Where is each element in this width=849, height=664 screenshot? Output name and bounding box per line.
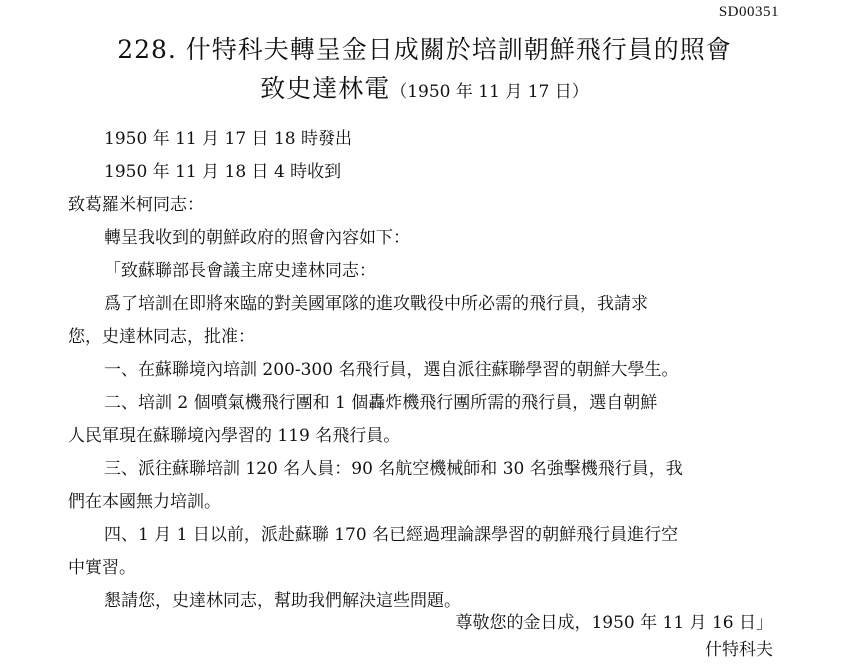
closing-request: 懇請您，史達林同志，幫助我們解決這些問題。 bbox=[104, 591, 461, 611]
item-3-line-1: 三、派往蘇聯培訓 120 名人員：90 名航空機械師和 30 名強擊機飛行員，我 bbox=[104, 459, 683, 479]
quote-opening: 「致蘇聯部長會議主席史達林同志： bbox=[104, 261, 376, 281]
document-subtitle bbox=[0, 69, 849, 105]
paragraph-1-line-1: 爲了培訓在即將來臨的對美國軍隊的進攻戰役中所必需的飛行員，我請求 bbox=[104, 294, 648, 314]
sender-name: 什特科夫 bbox=[705, 640, 773, 660]
item-1: 一、在蘇聯境內培訓 200-300 名飛行員，選自派往蘇聯學習的朝鮮大學生。 bbox=[104, 360, 679, 380]
item-4-line-2: 中實習。 bbox=[68, 558, 136, 578]
document-id: SD00351 bbox=[718, 4, 779, 20]
item-2-line-2: 人民軍現在蘇聯境內學習的 119 名飛行員。 bbox=[68, 426, 401, 446]
subtitle-date: （1950 年 11 月 17 日） bbox=[390, 82, 589, 102]
item-2-line-1: 二、培訓 2 個噴氣機飛行團和 1 個轟炸機飛行團所需的飛行員，選自朝鮮 bbox=[104, 393, 658, 413]
subtitle-main: 致史達林電 bbox=[260, 74, 391, 103]
document-title: 228. 什特科夫轉呈金日成關於培訓朝鮮飛行員的照會 bbox=[117, 35, 732, 64]
received-time: 1950 年 11 月 18 日 4 時收到 bbox=[104, 162, 342, 182]
addressee: 致葛羅米柯同志： bbox=[68, 195, 204, 215]
item-4-line-1: 四、1 月 1 日以前，派赴蘇聯 170 名已經過理論課學習的朝鮮飛行員進行空 bbox=[104, 525, 679, 545]
signoff: 尊敬您的金日成，1950 年 11 月 16 日」 bbox=[455, 613, 773, 633]
sent-time: 1950 年 11 月 17 日 18 時發出 bbox=[104, 129, 352, 149]
item-3-line-2: 們在本國無力培訓。 bbox=[68, 492, 221, 512]
intro-paragraph: 轉呈我收到的朝鮮政府的照會內容如下： bbox=[104, 228, 410, 248]
paragraph-1-line-2: 您，史達林同志，批准： bbox=[68, 327, 255, 347]
